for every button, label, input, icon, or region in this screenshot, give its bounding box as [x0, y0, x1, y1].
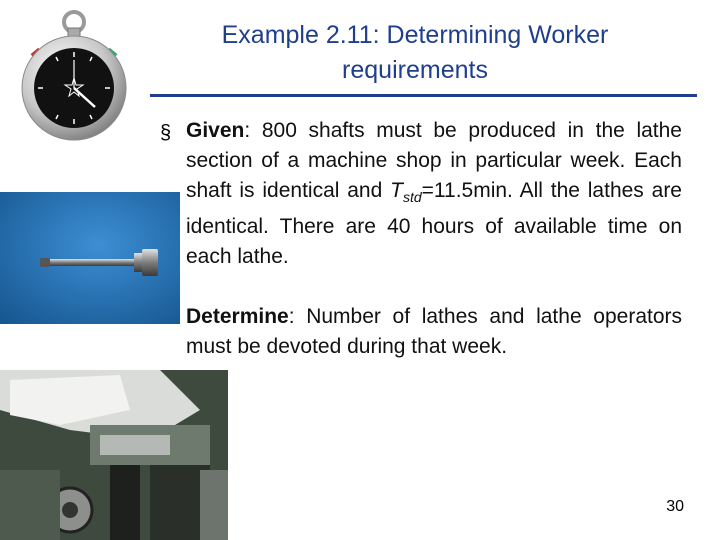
slide-title-line-2: requirements — [342, 56, 488, 84]
title-underline — [150, 94, 697, 97]
shaft-photo — [0, 192, 180, 324]
slide-title — [150, 18, 680, 88]
slide-title-line-1: Example 2.11: Determining Worker — [221, 21, 609, 49]
determine-keyword: Determine — [186, 305, 289, 328]
given-text-part-2: =11.5min. All the lathes are identical. There are 40 hours of available time on each lathe. — [186, 179, 682, 269]
stopwatch-icon — [18, 8, 130, 148]
t-std-variable: T — [390, 179, 403, 202]
page-number: 30 — [666, 498, 684, 515]
determine-text: : Number of lathes and lathe operators must be devoted during that week. — [186, 305, 682, 358]
t-std-subscript: std — [402, 189, 422, 206]
bullet-marker: § — [160, 122, 172, 144]
determine-paragraph — [186, 302, 682, 362]
given-keyword: Given — [186, 119, 245, 142]
given-text-part-1: : 800 shafts must be produced in the lathe section of a machine shop in particular week. Each shaft is identical and — [186, 119, 682, 202]
lathe-machine-photo — [0, 370, 228, 540]
given-paragraph — [186, 116, 682, 272]
